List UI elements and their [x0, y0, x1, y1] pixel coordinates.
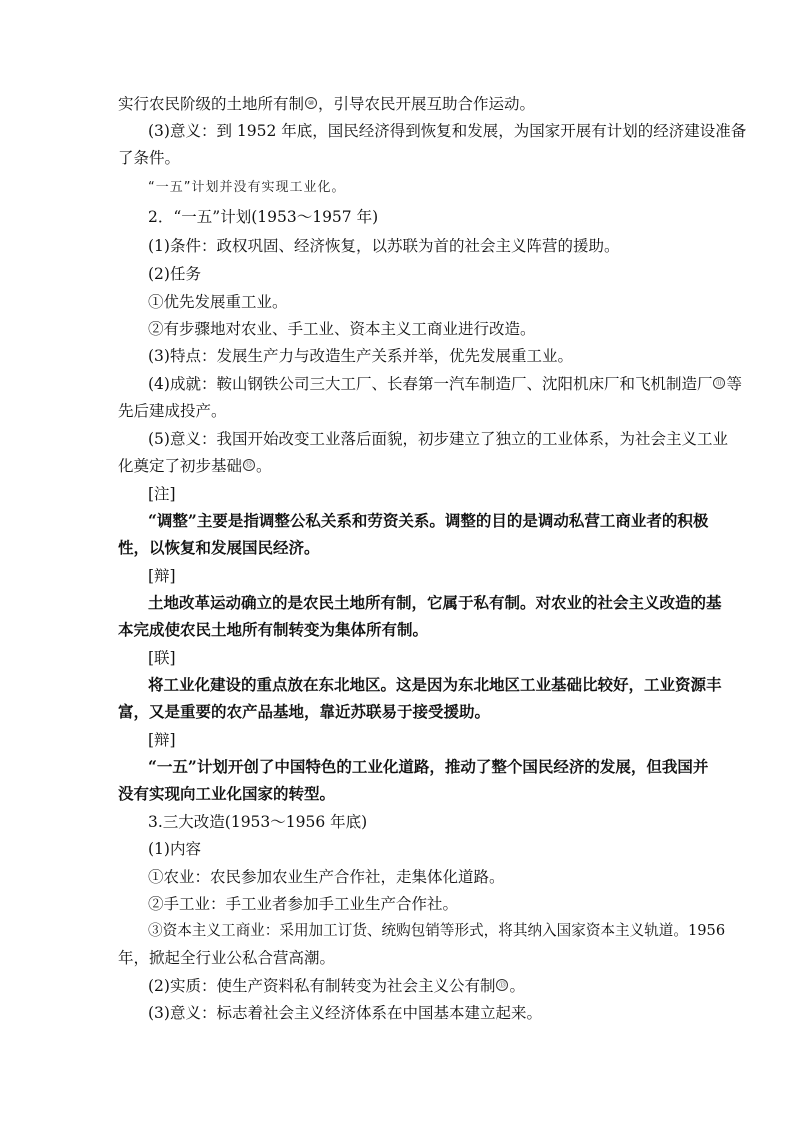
text-line: (1)内容 [148, 840, 201, 858]
text-line: (3)意义：标志着社会主义经济体系在中国基本建立起来。 [148, 1004, 542, 1022]
text-line: ③资本主义工商业：采用加工订货、统购包销等形式，将其纳入国家资本主义轨道。1956 [148, 922, 726, 939]
text-line: (3)特点：发展生产力与改造生产关系并举，优先发展重工业。 [148, 347, 573, 365]
text-line: (4)成就：鞍山钢铁公司三大工厂、长春第一汽车制造厂、沈阳机床厂和飞机制造厂 ⑪ 等 [148, 375, 742, 393]
text-line: 实行农民阶级的土地所有制 ⑩ ，引导农民开展互助合作运动。 [118, 95, 536, 113]
section-heading: 3.三大改造(1953～1956 年底) [148, 813, 368, 831]
note-text: 本完成使农民土地所有制转变为集体所有制。 [118, 620, 429, 639]
note-label: [注] [148, 485, 176, 503]
note-text: 富，又是重要的农产品基地，靠近苏联易于接受援助。 [118, 702, 491, 721]
section-heading: 2．“一五”计划(1953～1957 年) [148, 208, 379, 226]
note-text: “一五”计划开创了中国特色的工业化道路，推动了整个国民经济的发展，但我国并 [148, 757, 709, 776]
note-text: 性，以恢复和发展国民经济。 [118, 538, 320, 557]
text-line: 年，掀起全行业公私合营高潮。 [118, 949, 336, 967]
note-text: 土地改革运动确立的是农民土地所有制，它属于私有制。对农业的社会主义改造的基 [148, 593, 722, 612]
note-label: [辩] [148, 567, 176, 585]
text-line: ①农业：农民参加农业生产合作社，走集体化道路。 [148, 868, 505, 886]
note-label: [辩] [148, 731, 176, 749]
annotation-marker: ⑫ [243, 459, 255, 471]
annotation-marker: ⑪ [713, 377, 725, 389]
text-line: 化奠定了初步基础 ⑫ 。 [118, 457, 272, 475]
text-line: 先后建成投产。 [118, 402, 227, 420]
text-line: (2)实质：使生产资料私有制转变为社会主义公有制 ⑬ 。 [148, 977, 525, 995]
note-label: [联] [148, 649, 176, 667]
annotation-marker: ⑩ [305, 97, 317, 109]
text-line: 了条件。 [118, 149, 181, 167]
handwritten-note: “一五”计划并没有实现工业化。 [148, 180, 346, 195]
text-line: (2)任务 [148, 265, 201, 283]
text-line: ①优先发展重工业。 [148, 293, 288, 311]
text-line: (5)意义：我国开始改变工业落后面貌，初步建立了独立的工业体系，为社会主义工业 [148, 430, 728, 448]
annotation-marker: ⑬ [496, 979, 508, 991]
text-line: ②有步骤地对农业、手工业、资本主义工商业进行改造。 [148, 320, 536, 338]
note-text: 将工业化建设的重点放在东北地区。这是因为东北地区工业基础比较好，工业资源丰 [148, 675, 722, 694]
text-line: ②手工业：手工业者参加手工业生产合作社。 [148, 895, 459, 913]
note-text: 没有实现向工业化国家的转型。 [118, 784, 336, 803]
text-line: (1)条件：政权巩固、经济恢复，以苏联为首的社会主义阵营的援助。 [148, 237, 620, 255]
note-text: “调整”主要是指调整公私关系和劳资关系。调整的目的是调动私营工商业者的积极 [148, 511, 709, 530]
text-line: (3)意义：到 1952 年底，国民经济得到恢复和发展，为国家开展有计划的经济建设准备 [148, 122, 747, 140]
